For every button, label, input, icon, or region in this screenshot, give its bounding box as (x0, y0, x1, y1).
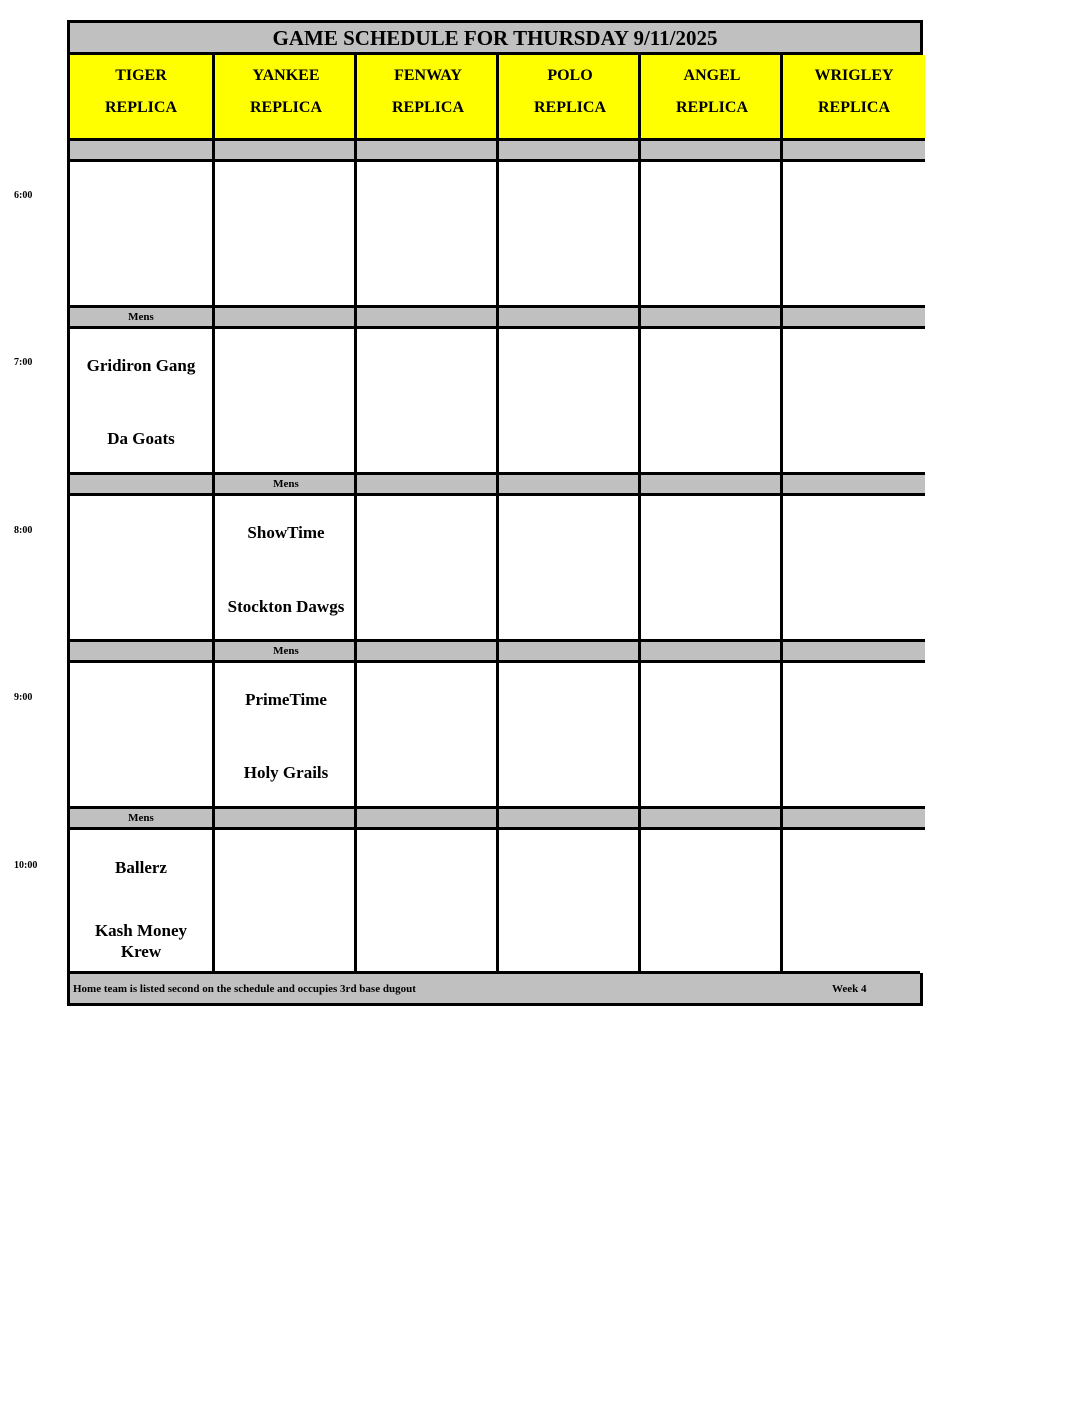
division-band (215, 809, 357, 830)
game-slot-8 (783, 496, 925, 642)
away-team: ShowTime (247, 523, 325, 542)
field-type: REPLICA (675, 99, 748, 116)
field-column-fenway (354, 55, 499, 974)
division-band (70, 141, 212, 162)
field-name: ANGEL (683, 67, 741, 84)
division-band (641, 642, 783, 663)
field-column-polo (496, 55, 641, 974)
game-slot-6 (70, 162, 212, 308)
field-column-yankee (212, 55, 357, 974)
game-slot-8 (641, 496, 783, 642)
game-slot-9 (641, 663, 783, 809)
game-slot-9 (357, 663, 499, 809)
game-slot-10 (641, 830, 783, 973)
division-band (499, 308, 641, 329)
time-label-9: 9:00 (14, 692, 33, 703)
game-slot-7 (641, 329, 783, 475)
game-slot-8 (70, 496, 212, 642)
away-team: Gridiron Gang (86, 356, 196, 375)
division-band (215, 308, 357, 329)
schedule-table (67, 20, 923, 1006)
field-type: REPLICA (104, 99, 177, 116)
field-header-tiger (70, 55, 212, 141)
field-column-tiger (70, 55, 212, 974)
division-band (357, 308, 499, 329)
game-slot-8 (215, 496, 357, 642)
game-slot-10 (499, 830, 641, 973)
field-header-yankee (215, 55, 357, 141)
division-band: Mens (215, 475, 357, 496)
division-band (499, 475, 641, 496)
home-team-note: Home team is listed second on the schedule and occupies 3rd base dugout (73, 983, 416, 995)
division-band (70, 642, 212, 663)
game-slot-10 (783, 830, 925, 973)
division-band (499, 141, 641, 162)
game-slot-9 (70, 663, 212, 809)
home-team: Holy Grails (243, 763, 329, 782)
time-label-8: 8:00 (14, 525, 33, 536)
field-header-polo (499, 55, 641, 141)
division-band (357, 809, 499, 830)
game-slot-6 (499, 162, 641, 308)
division-band (641, 308, 783, 329)
division-band (641, 809, 783, 830)
game-slot-8 (357, 496, 499, 642)
field-type: REPLICA (533, 99, 606, 116)
game-slot-6 (357, 162, 499, 308)
away-team: PrimeTime (245, 690, 327, 709)
page-title: GAME SCHEDULE FOR THURSDAY 9/11/2025 (70, 23, 920, 55)
time-column (0, 0, 68, 1408)
division-band (215, 141, 357, 162)
field-name: FENWAY (394, 67, 462, 84)
division-band (783, 475, 925, 496)
game-slot-9 (783, 663, 925, 809)
field-type: REPLICA (249, 99, 322, 116)
away-team: Ballerz (115, 858, 167, 877)
division-band (70, 475, 212, 496)
field-name: WRIGLEY (814, 67, 894, 84)
division-band (357, 141, 499, 162)
game-slot-6 (641, 162, 783, 308)
field-type: REPLICA (391, 99, 464, 116)
game-slot-7 (357, 329, 499, 475)
game-slot-7 (783, 329, 925, 475)
field-header-fenway (357, 55, 499, 141)
field-header-angel (641, 55, 783, 141)
division-band: Mens (70, 308, 212, 329)
home-team: Kash Money Krew (94, 921, 188, 961)
division-band (641, 475, 783, 496)
division-band (783, 308, 925, 329)
week-label: Week 4 (832, 983, 867, 995)
field-name: YANKEE (252, 67, 320, 84)
game-slot-10 (357, 830, 499, 973)
game-slot-8 (499, 496, 641, 642)
time-label-6: 6:00 (14, 190, 33, 201)
game-slot-9 (499, 663, 641, 809)
division-band (783, 809, 925, 830)
time-label-10: 10:00 (14, 860, 38, 871)
home-team: Stockton Dawgs (227, 597, 345, 616)
division-band (499, 642, 641, 663)
field-column-angel (638, 55, 783, 974)
division-band (783, 141, 925, 162)
game-slot-7 (70, 329, 212, 475)
game-slot-7 (215, 329, 357, 475)
game-slot-10 (70, 830, 212, 973)
game-slot-9 (215, 663, 357, 809)
division-band (783, 642, 925, 663)
schedule-footer (70, 971, 920, 1003)
division-band (357, 475, 499, 496)
division-band (499, 809, 641, 830)
field-type: REPLICA (817, 99, 890, 116)
game-slot-6 (783, 162, 925, 308)
field-column-wrigley (780, 55, 925, 974)
division-band (357, 642, 499, 663)
division-band: Mens (70, 809, 212, 830)
home-team: Da Goats (107, 429, 175, 448)
game-slot-6 (215, 162, 357, 308)
field-header-wrigley (783, 55, 925, 141)
time-label-7: 7:00 (14, 357, 33, 368)
field-name: POLO (547, 67, 593, 84)
game-slot-7 (499, 329, 641, 475)
field-name: TIGER (115, 67, 167, 84)
division-band: Mens (215, 642, 357, 663)
game-slot-10 (215, 830, 357, 973)
division-band (641, 141, 783, 162)
